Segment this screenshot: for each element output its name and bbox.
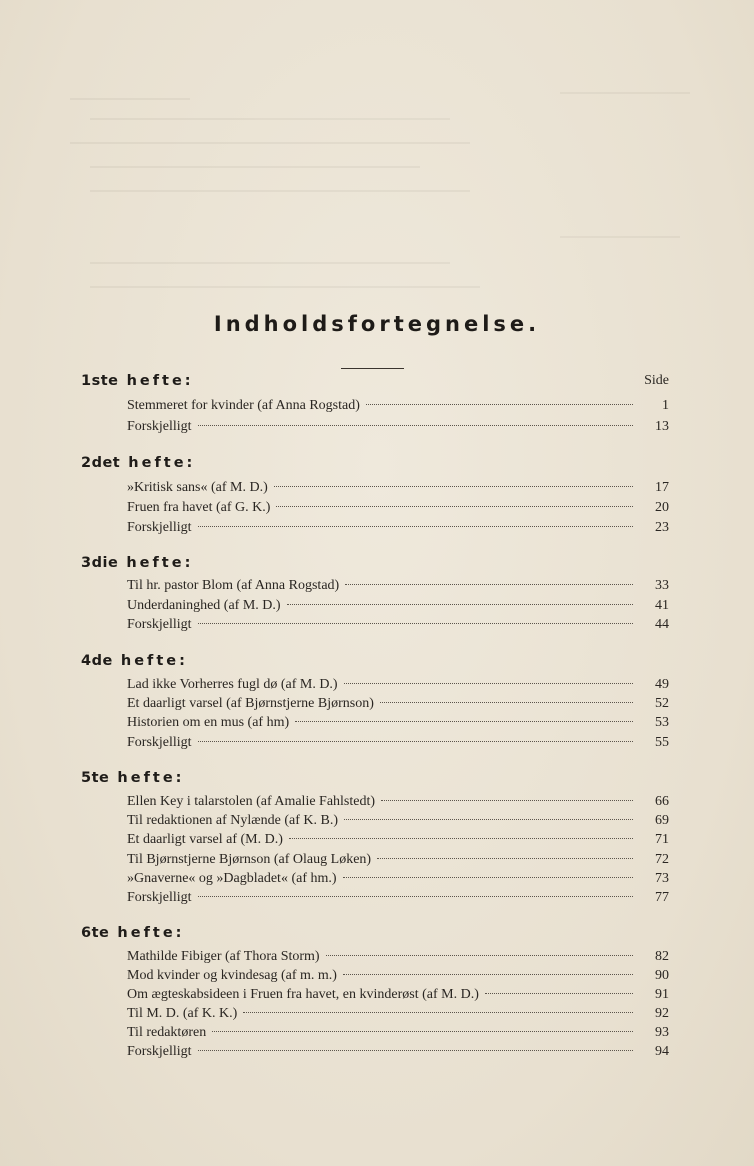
bleed-through-text [0,0,754,340]
entry-page: 93 [655,1025,669,1040]
dot-leader [287,604,633,605]
dot-leader [377,858,633,859]
entry-title: Lad ikke Vorherres fugl dø (af M. D.) [127,677,338,692]
section-number: 2det [81,455,121,471]
entry-page: 91 [655,987,669,1002]
entry-page: 66 [655,794,669,809]
section-heading [81,653,188,669]
section-number: 3die [81,555,119,571]
entry-page: 1 [662,398,669,413]
toc-entry [127,696,669,716]
toc-entry [127,852,669,872]
entry-page: 33 [655,578,669,593]
entry-title: Om ægteskabsideen i Fruen fra havet, en kvinderøst (af M. D.) [127,987,479,1002]
dot-leader [274,486,633,487]
entry-title: Til Bjørnstjerne Bjørnson (af Olaug Løken) [127,852,372,867]
toc-entry [127,987,669,1007]
section-heading [81,925,184,941]
entry-title: Forskjelligt [127,735,192,750]
entry-title: Forskjelligt [127,419,192,434]
dot-leader [212,1031,633,1032]
entry-title: Fruen fra havet (af G. K.) [127,500,271,515]
entry-title: Forskjelligt [127,617,192,632]
toc-entry [127,949,669,969]
dot-leader [289,838,633,839]
toc-entry [127,1044,669,1064]
entry-title: Et daarligt varsel af (M. D.) [127,832,283,847]
toc-entry [127,890,669,910]
dot-leader [198,623,633,624]
entry-title: Historien om en mus (af hm) [127,715,290,730]
entry-title: Til M. D. (af K. K.) [127,1006,238,1021]
toc-entry [127,832,669,852]
toc-entry [127,480,669,500]
toc-entry [127,715,669,735]
entry-page: 73 [655,871,669,886]
entry-page: 94 [655,1044,669,1059]
entry-title: »Gnaverne« og »Dagbladet« (af hm.) [127,871,337,886]
dot-leader [198,896,633,897]
toc-entry [127,419,669,439]
entry-title: Stemmeret for kvinder (af Anna Rogstad) [127,398,360,413]
entry-page: 52 [655,696,669,711]
entry-title: Til hr. pastor Blom (af Anna Rogstad) [127,578,340,593]
entry-page: 77 [655,890,669,905]
page-title: Indholdsfortegnelse. [213,312,541,336]
dot-leader [344,819,633,820]
toc-entry [127,813,669,833]
entry-page: 71 [655,832,669,847]
entry-page: 55 [655,735,669,750]
dot-leader [198,425,633,426]
side-column-label: Side [644,373,669,388]
toc-entry [127,578,669,598]
entry-title: Mathilde Fibiger (af Thora Storm) [127,949,320,964]
dot-leader [326,955,633,956]
entry-title: Ellen Key i talarstolen (af Amalie Fahlstedt) [127,794,376,809]
section-number: 6te [81,925,110,941]
entry-page: 13 [655,419,669,434]
entry-page: 41 [655,598,669,613]
entry-title: Underdaninghed (af M. D.) [127,598,281,613]
title-rule [341,368,404,369]
section-label: hefte: [126,373,194,389]
toc-entry [127,1025,669,1045]
toc-entry [127,598,669,618]
dot-leader [198,1050,633,1051]
entry-page: 92 [655,1006,669,1021]
section-heading [81,373,194,389]
dot-leader [343,877,633,878]
toc-entry [127,617,669,637]
entry-page: 72 [655,852,669,867]
dot-leader [344,683,633,684]
entry-title: Forskjelligt [127,890,192,905]
toc-entry [127,968,669,988]
toc-entry [127,398,669,418]
toc-entry [127,794,669,814]
dot-leader [243,1012,633,1013]
entry-page: 44 [655,617,669,632]
section-heading [81,455,195,471]
toc-entry [127,520,669,540]
entry-page: 23 [655,520,669,535]
section-number: 5te [81,770,110,786]
entry-title: Mod kvinder og kvindesag (af m. m.) [127,968,337,983]
section-number: 1ste [81,373,119,389]
entry-title: Forskjelligt [127,520,192,535]
toc-entry [127,735,669,755]
entry-title: Forskjelligt [127,1044,192,1059]
section-heading [81,555,193,571]
entry-page: 49 [655,677,669,692]
section-label: hefte: [117,770,185,786]
toc-entry [127,677,669,697]
toc-entry [127,1006,669,1026]
entry-page: 17 [655,480,669,495]
section-number: 4de [81,653,113,669]
dot-leader [345,584,633,585]
entry-page: 90 [655,968,669,983]
entry-page: 53 [655,715,669,730]
dot-leader [295,721,633,722]
dot-leader [198,741,633,742]
entry-title: Til redaktøren [127,1025,207,1040]
entry-title: »Kritisk sans« (af M. D.) [127,480,268,495]
section-label: hefte: [120,653,188,669]
dot-leader [343,974,633,975]
entry-page: 20 [655,500,669,515]
dot-leader [485,993,633,994]
toc-entry [127,871,669,891]
section-label: hefte: [126,555,194,571]
entry-title: Til redaktionen af Nylænde (af K. B.) [127,813,338,828]
entry-title: Et daarligt varsel (af Bjørnstjerne Bjørnson) [127,696,374,711]
entry-page: 82 [655,949,669,964]
section-label: hefte: [128,455,196,471]
dot-leader [380,702,633,703]
section-label: hefte: [117,925,185,941]
entry-page: 69 [655,813,669,828]
section-heading [81,770,184,786]
dot-leader [276,506,633,507]
dot-leader [198,526,633,527]
dot-leader [381,800,633,801]
dot-leader [366,404,633,405]
toc-entry [127,500,669,520]
